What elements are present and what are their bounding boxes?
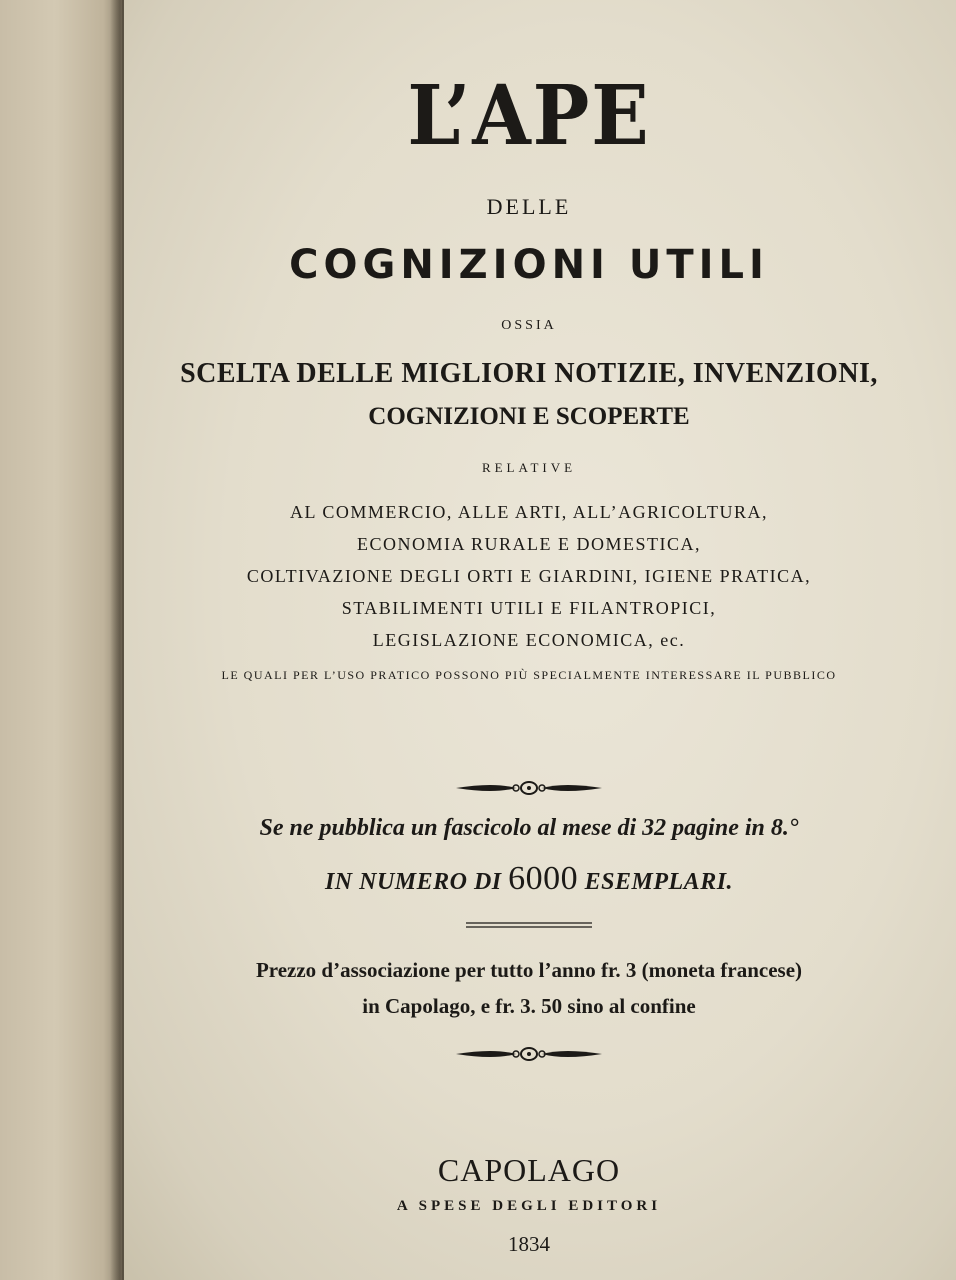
ornament-divider-1: [124, 778, 934, 798]
topic-line: STABILIMENTI UTILI E FILANTROPICI,: [341, 598, 717, 618]
imprint-publisher: A SPESE DEGLI EDITORI: [396, 1198, 662, 1214]
ornament-divider-2: [124, 1044, 934, 1064]
topic-line: ECONOMIA RURALE E DOMESTICA,: [356, 534, 701, 554]
left-facing-page: [0, 0, 122, 1280]
scelta-line-2: COGNIZIONI E SCOPERTE: [368, 403, 690, 430]
publication-note: Se ne pubblica un fascicolo al mese di 32 pagine in 8.°: [259, 815, 799, 841]
price-line-2: in Capolago, e fr. 3. 50 sino al confine: [362, 994, 696, 1018]
imprint-city: CAPOLAGO: [437, 1152, 621, 1188]
copies-suffix: ESEMPLARI.: [584, 869, 734, 895]
copies-number: 6000: [508, 860, 579, 897]
double-rule-divider: [124, 920, 934, 930]
scelta-line-1: SCELTA DELLE MIGLIORI NOTIZIE, INVENZIONI,: [180, 358, 878, 389]
copies-line: [124, 860, 934, 898]
subtitle: COGNIZIONI UTILI: [289, 242, 769, 288]
title-delle: DELLE: [486, 194, 572, 219]
copies-prefix: IN NUMERO DI: [324, 869, 502, 895]
price-line-1: Prezzo d’associazione per tutto l’anno fr. 3 (moneta francese): [255, 958, 803, 982]
topic-line: AL COMMERCIO, ALLE ARTI, ALL’AGRICOLTURA,: [290, 502, 768, 522]
interest-line: LE QUALI PER L’USO PRATICO POSSONO PIÙ SPECIALMENTE INTERESSARE IL PUBBLICO: [221, 668, 837, 682]
relative-label: RELATIVE: [481, 460, 577, 475]
topic-line: COLTIVAZIONE DEGLI ORTI E GIARDINI, IGIENE PRATICA,: [246, 566, 812, 586]
ossia-label: OSSIA: [501, 318, 557, 333]
topic-line: LEGISLAZIONE ECONOMICA, ec.: [372, 630, 686, 650]
title-page: [124, 0, 956, 1280]
main-title: L’APE: [407, 68, 651, 164]
imprint-year: 1834: [508, 1232, 550, 1256]
